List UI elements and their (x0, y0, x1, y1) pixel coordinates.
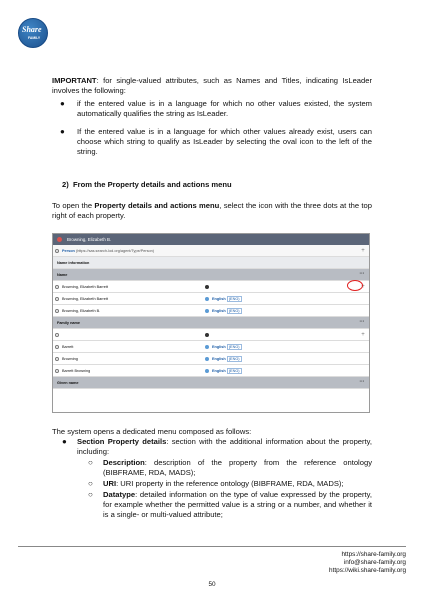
share-family-logo (18, 18, 48, 48)
name-value-row[interactable] (53, 293, 369, 305)
isleader-oval-icon[interactable] (205, 285, 209, 289)
menu-item-text: : section with the additional information about the property, including: (77, 437, 372, 457)
circle-bullet: ○ (88, 479, 93, 488)
property-family-header (53, 317, 369, 329)
menu-item (77, 437, 372, 457)
property-family-label: Family name (57, 321, 81, 325)
section-title: From the Property details and actions menu (73, 180, 232, 189)
isleader-oval-icon[interactable] (205, 333, 209, 337)
bullet-item-2: If the entered value is in a language for which other values already exist, users can choose which string to qualify as IsLeader by selecting the oval icon to the left of the string. (77, 127, 372, 157)
section-heading (62, 180, 232, 190)
family-value: Barrett Browning (62, 369, 91, 373)
isleader-oval-icon[interactable] (205, 345, 209, 349)
family-value-row[interactable] (53, 329, 369, 341)
family-value: Barrett (62, 345, 74, 349)
bullet-dot: ● (60, 127, 65, 136)
intro-paragraph (52, 76, 372, 96)
menu-item-label: Section Property details (77, 437, 167, 446)
three-dots-menu-icon[interactable]: ··· (359, 319, 365, 325)
class-uri: (https://sas.search-lod.org/agent/Type/Person) (75, 249, 155, 253)
sub-item-label: Description (103, 458, 145, 467)
name-value: Browning, Elizabeth B. (62, 309, 101, 313)
class-row (53, 245, 369, 257)
language-tag[interactable]: English (ENG) (205, 293, 242, 305)
name-value-row[interactable] (53, 281, 369, 293)
bullet-item-1: if the entered value is in a language for which no other values existed, the system automatically qualifies the string as IsLeader. (77, 99, 372, 119)
circle-bullet: ○ (88, 458, 93, 467)
language-tag[interactable]: English (ENG) (205, 305, 242, 317)
footer-website-link[interactable]: https://share-family.org (341, 551, 406, 558)
class-icon (55, 249, 59, 253)
isleader-oval-icon[interactable] (205, 309, 209, 313)
remove-icon[interactable] (55, 309, 59, 313)
footer-wiki-link[interactable]: https://wiki.share-family.org (329, 566, 406, 574)
open-text-after: , select the icon with the three dots at the top right of each property. (52, 201, 372, 221)
embedded-screenshot (52, 233, 370, 413)
bullet-dot: ● (60, 99, 65, 108)
highlight-circle (347, 280, 363, 291)
language-tag[interactable]: English (ENG) (205, 341, 242, 353)
isleader-oval-icon[interactable] (205, 369, 209, 373)
sub-item-datatype (103, 490, 372, 521)
family-value-row[interactable] (53, 365, 369, 377)
section-row: Name information (53, 257, 369, 269)
sub-item-uri (103, 479, 372, 489)
footer-contacts (329, 551, 406, 574)
family-value-row[interactable] (53, 341, 369, 353)
remove-icon[interactable] (55, 357, 59, 361)
record-icon (57, 237, 62, 242)
sub-item-label: Datatype (103, 490, 136, 499)
add-icon[interactable]: + (361, 248, 365, 254)
name-value: Browning, Elizabeth Barrett (62, 285, 109, 289)
class-label: Person (62, 249, 75, 253)
add-icon[interactable]: + (361, 284, 365, 290)
open-text-bold: Property details and actions menu (94, 201, 220, 210)
property-name-header (53, 269, 369, 281)
name-value-row[interactable] (53, 305, 369, 317)
bullet-dot: ● (62, 437, 67, 446)
isleader-oval-icon[interactable] (205, 357, 209, 361)
logo-line2: FAMILY (28, 36, 41, 40)
menu-paragraph: The system opens a dedicated menu composed as follows: (52, 427, 252, 436)
three-dots-menu-icon[interactable]: ··· (359, 379, 365, 385)
sub-item-text: : URI property in the reference ontology (BIBFRAME, RDA, MADS); (116, 479, 344, 488)
record-titlebar (53, 234, 369, 245)
remove-icon[interactable] (55, 297, 59, 301)
record-title: Browning, Elizabeth B. (67, 237, 112, 242)
three-dots-menu-icon[interactable]: ··· (359, 271, 365, 277)
circle-bullet: ○ (88, 490, 93, 499)
intro-label: IMPORTANT (52, 76, 97, 85)
remove-icon[interactable] (55, 369, 59, 373)
remove-icon[interactable] (55, 345, 59, 349)
isleader-oval-icon[interactable] (205, 297, 209, 301)
add-icon[interactable]: + (361, 332, 365, 338)
name-value: Browning, Elizabeth Barrett (62, 297, 109, 301)
language-tag[interactable]: English (ENG) (205, 353, 242, 365)
property-name-label: Name (57, 273, 68, 277)
footer-email-link[interactable]: info@share-family.org (343, 558, 406, 566)
sub-item-text: : detailed information on the type of value expressed by the property, for example whether the permitted value is a string or a number, and whether it is a single- or multi-valued attribute; (103, 490, 372, 520)
open-paragraph (52, 201, 372, 221)
family-value-row[interactable] (53, 353, 369, 365)
section-number: 2) (62, 180, 69, 189)
remove-icon[interactable] (55, 285, 59, 289)
open-text-before: To open the (52, 201, 95, 210)
sub-item-text: : description of the property from the reference ontology (BIBFRAME, RDA, MADS); (103, 458, 372, 478)
property-given-header (53, 377, 369, 389)
property-given-label: Given name (57, 381, 79, 385)
page-number: 50 (208, 581, 216, 588)
logo-line1: Share (22, 25, 42, 34)
sub-item-description (103, 458, 372, 478)
sub-item-label: URI (103, 479, 117, 488)
language-tag[interactable]: English (ENG) (205, 365, 242, 377)
intro-text: : for single-valued attributes, such as Names and Titles, indicating IsLeader involves the following: (52, 76, 372, 96)
footer-divider (18, 546, 406, 547)
remove-icon[interactable] (55, 333, 59, 337)
family-value: Browning (62, 357, 78, 361)
